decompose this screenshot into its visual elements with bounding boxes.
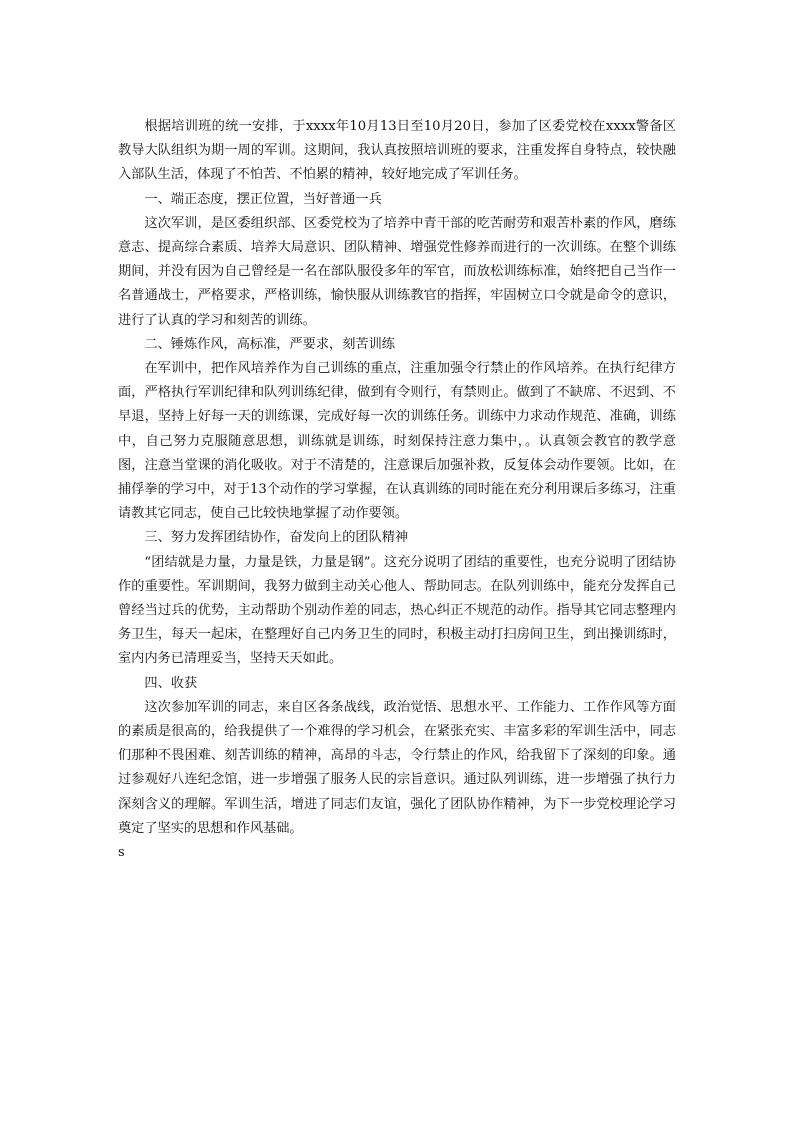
- paragraph-intro: 根据培训班的统一安排，于xxxx年10月13日至10月20日，参加了区委党校在xxxx警备区教导大队组织为期一周的军训。这期间，我认真按照培训班的要求，注重发挥自身特点，较快融入部队生活，体现了不怕苦、不怕累的精神，较好地完成了军训任务。: [118, 119, 676, 183]
- paragraph-section-3: “团结就是力量，力量是铁，力量是钢”。这充分说明了团结的重要性，也充分说明了团结协作的重要性。军训期间，我努力做到主动关心他人、帮助同志。在队列训练中，能充分发挥自己曾经当过兵的优势，主动帮助个别动作差的同志，热心纠正不规范的动作。指导其它同志整理内务卫生，每天一起床，在整理好自己内务卫生的同时，积极主动打扫房间卫生，到出操训练时，室内内务已清理妥当，坚持天天如此。: [118, 554, 676, 667]
- paragraph-section-2: 在军训中，把作风培养作为自己训练的重点，注重加强令行禁止的作风培养。在执行纪律方面，严格执行军训纪律和队列训练纪律，做到有令则行，有禁则止。做到了不缺席、不迟到、不早退，坚持上好每一天的训练课，完成好每一次的训练任务。训练中力求动作规范、准确，训练中，自己努力克服随意思想，训练就是训练，时刻保持注意力集中，。认真领会教官的教学意图，注意当堂课的消化吸收。对于不清楚的，注意课后加强补救，反复体会动作要领。比如，在捕俘拳的学习中，对于13个动作的学习掌握，在认真训练的同时能在充分利用课后多练习，注重请教其它同志，使自己比较快地掌握了动作要领。: [118, 361, 676, 522]
- section-heading-1: 一、端正态度，摆正位置，当好普通一兵: [144, 191, 382, 207]
- document-body: [118, 115, 676, 865]
- paragraph-section-1: 这次军训，是区委组织部、区委党校为了培养中青干部的吃苦耐劳和艰苦朴素的作风，磨练意志、提高综合素质、培养大局意识、团队精神、增强党性修养而进行的一次训练。在整个训练期间，并没有因为自己曾经是一名在部队服役多年的军官，而放松训练标准，始终把自己当作一名普通战士，严格要求，严格训练，愉快服从训练教官的指挥，牢固树立口令就是命令的意识，进行了认真的学习和刻苦的训练。: [118, 215, 676, 328]
- section-heading-3: 三、努力发挥团结协作，奋发向上的团队精神: [144, 530, 409, 546]
- section-heading-4: 四、收获: [144, 675, 198, 691]
- paragraph-section-4: 这次参加军训的同志，来自区各条战线，政治觉悟、思想水平、工作能力、工作作风等方面的素质是很高的，给我提供了一个难得的学习机会，在紧张充实、丰富多彩的军训生活中，同志们那种不畏困难、刻苦训练的精神，高昂的斗志，令行禁止的作风，给我留下了深刻的印象。通过参观好八连纪念馆，进一步增强了服务人民的宗旨意识。通过队列训练，进一步增强了执行力深刻含义的理解。军训生活，增进了同志们友谊，强化了团队协作精神，为下一步党校理论学习奠定了坚实的思想和作风基础。: [118, 699, 676, 836]
- trailing-character: s: [118, 845, 125, 861]
- section-heading-2: 二、锤炼作风，高标准，严要求，刻苦训练: [144, 336, 395, 352]
